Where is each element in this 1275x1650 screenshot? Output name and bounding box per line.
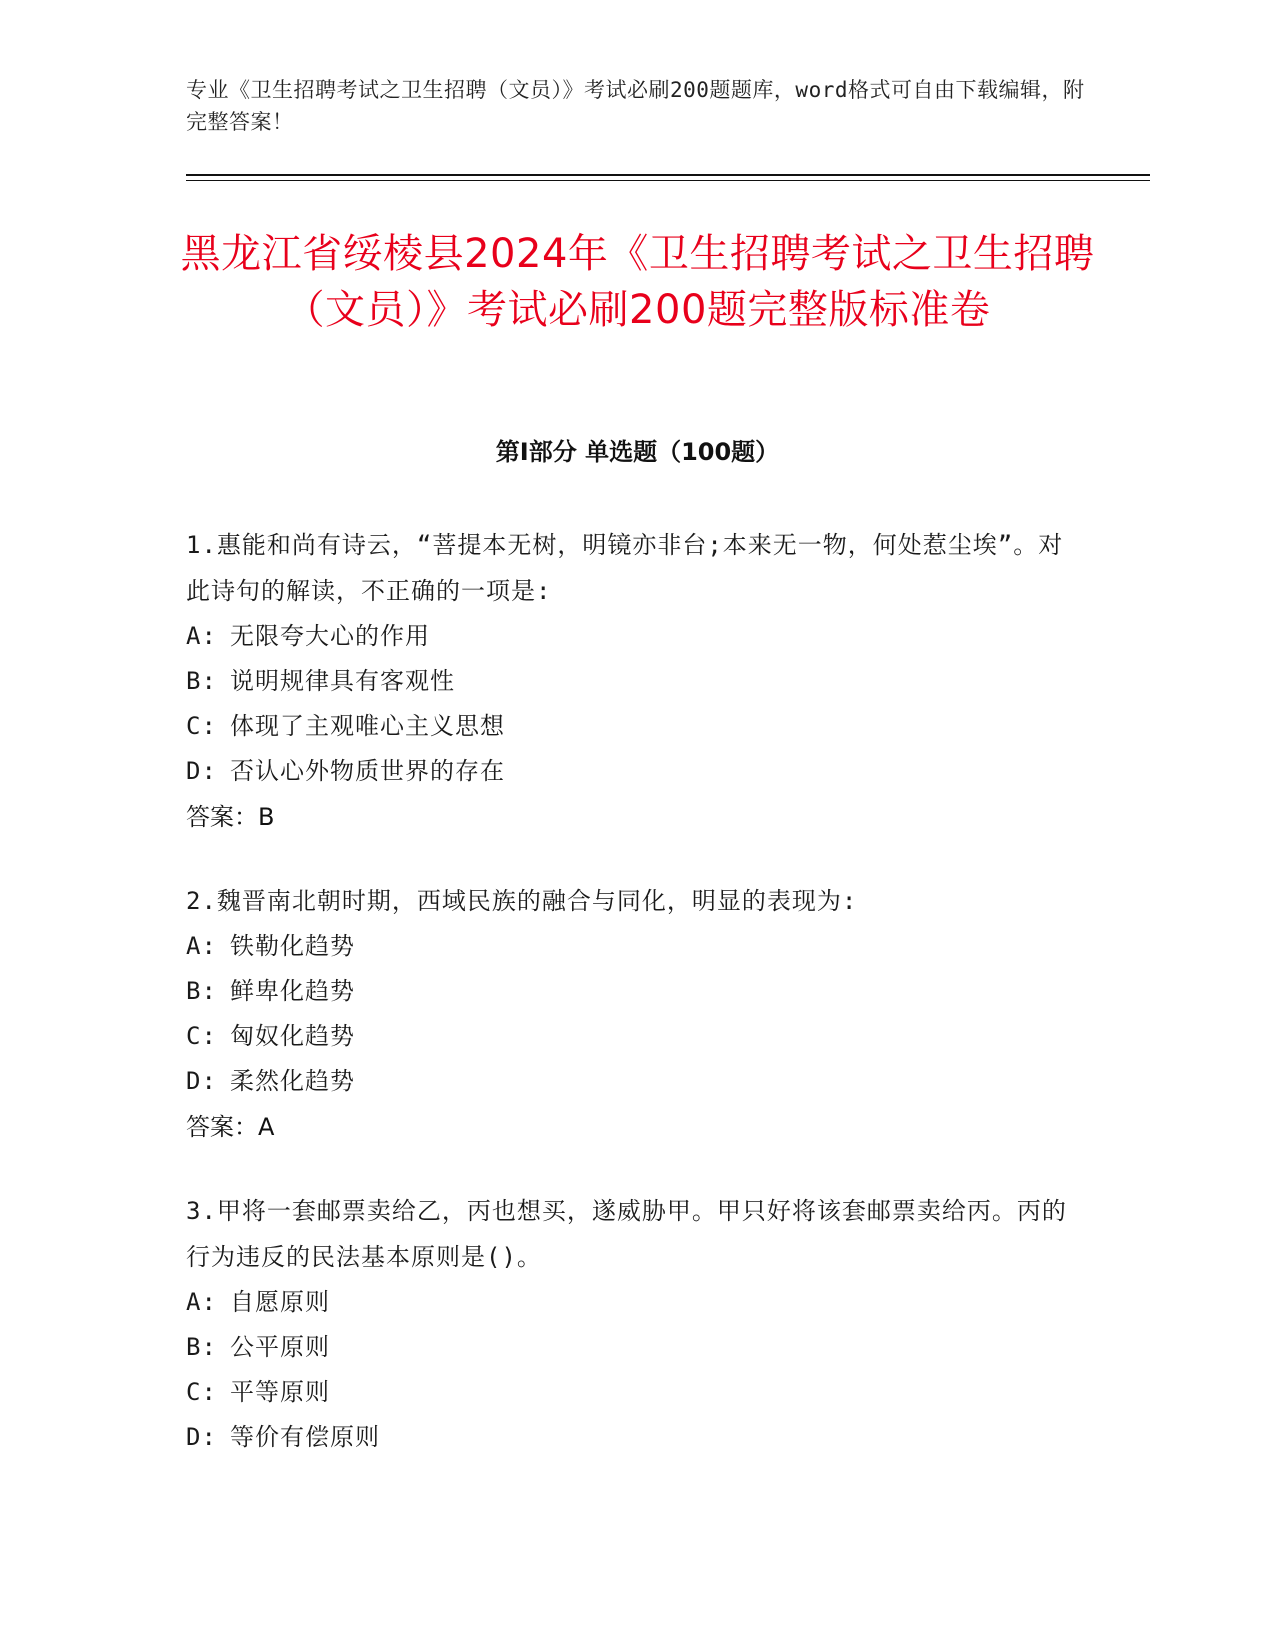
option-b (186, 969, 1086, 1014)
option-text: 等价有偿原则 (230, 1423, 380, 1451)
option-a (186, 924, 1086, 969)
answer-line: 答案：B (186, 803, 275, 831)
header-rule-thin (186, 180, 1150, 181)
question-stem: 3.甲将一套邮票卖给乙，丙也想买，遂威胁甲。甲只好将该套邮票卖给丙。丙的行为违反的民法基本原则是()。 (186, 1197, 1067, 1271)
option-d (186, 1415, 1086, 1460)
question-stem: 2.魏晋南北朝时期，西域民族的融合与同化，明显的表现为: (186, 887, 858, 915)
option-a (186, 614, 1086, 659)
question-stem: 1.惠能和尚有诗云，“菩提本无树，明镜亦非台;本来无一物，何处惹尘埃”。对此诗句的解读，不正确的一项是: (186, 531, 1064, 605)
header-rule-thick (186, 174, 1150, 176)
question-list (186, 522, 1086, 1498)
option-b (186, 1325, 1086, 1370)
option-key: D: (186, 1067, 217, 1095)
option-key: A: (186, 932, 217, 960)
option-d (186, 749, 1086, 794)
option-text: 铁勒化趋势 (230, 932, 355, 960)
question-2 (186, 878, 1086, 1150)
option-text: 公平原则 (230, 1333, 330, 1361)
section-heading: 第Ⅰ部分 单选题（100题） (495, 438, 780, 466)
document-title: 黑龙江省绥棱县2024年《卫生招聘考试之卫生招聘（文员）》考试必刷200题完整版标准卷 (180, 231, 1095, 333)
option-key: A: (186, 622, 217, 650)
option-key: A: (186, 1288, 217, 1316)
option-b (186, 659, 1086, 704)
option-a (186, 1280, 1086, 1325)
header-note: 专业《卫生招聘考试之卫生招聘（文员）》考试必刷200题题库，word格式可自由下载编辑，附完整答案！ (186, 78, 1085, 134)
option-text: 匈奴化趋势 (230, 1022, 355, 1050)
option-text: 无限夸大心的作用 (230, 622, 430, 650)
option-key: C: (186, 712, 217, 740)
option-text: 自愿原则 (230, 1288, 330, 1316)
option-key: B: (186, 977, 217, 1005)
option-c (186, 704, 1086, 749)
option-key: B: (186, 667, 217, 695)
option-text: 体现了主观唯心主义思想 (230, 712, 505, 740)
option-key: D: (186, 1423, 217, 1451)
option-key: C: (186, 1022, 217, 1050)
answer-line: 答案：A (186, 1113, 275, 1141)
question-3 (186, 1188, 1086, 1460)
option-c (186, 1014, 1086, 1059)
option-text: 平等原则 (230, 1378, 330, 1406)
option-text: 鲜卑化趋势 (230, 977, 355, 1005)
option-d (186, 1059, 1086, 1104)
option-text: 说明规律具有客观性 (230, 667, 455, 695)
option-text: 柔然化趋势 (230, 1067, 355, 1095)
option-key: C: (186, 1378, 217, 1406)
option-key: B: (186, 1333, 217, 1361)
option-text: 否认心外物质世界的存在 (230, 757, 505, 785)
option-key: D: (186, 757, 217, 785)
question-1 (186, 522, 1086, 840)
option-c (186, 1370, 1086, 1415)
